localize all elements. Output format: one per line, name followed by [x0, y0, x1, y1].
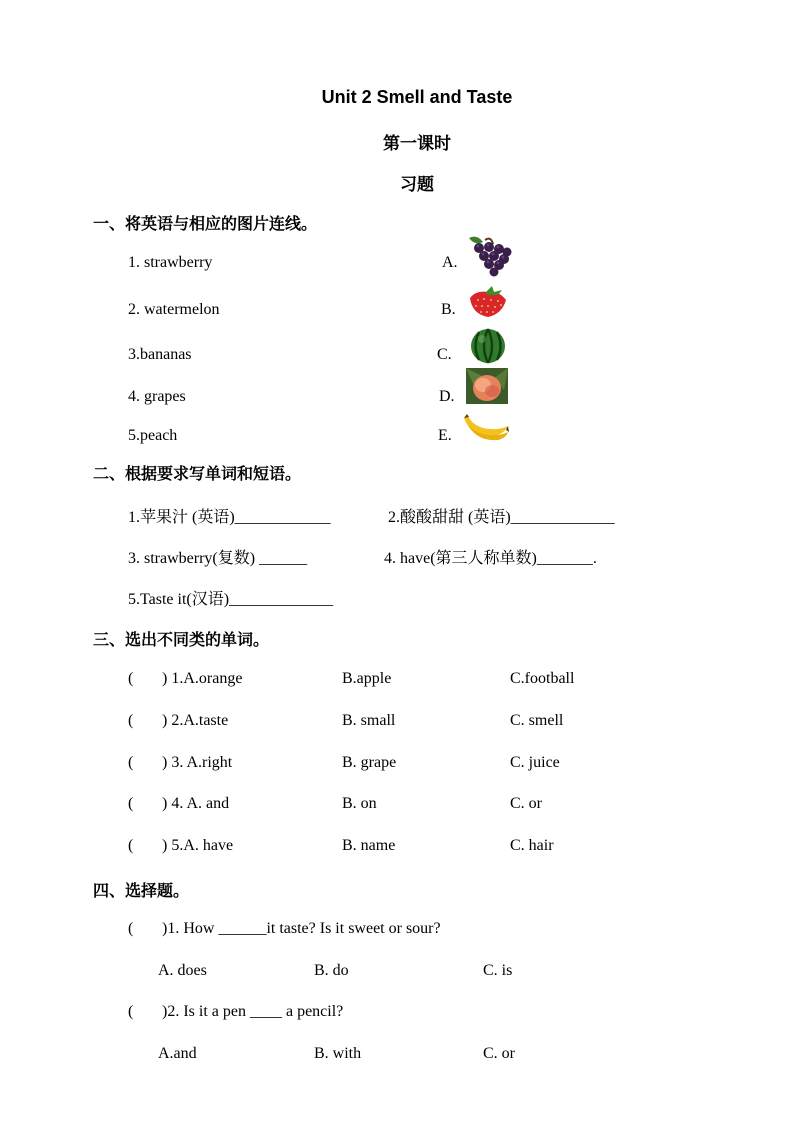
option-b: B. on	[342, 795, 377, 812]
option-b: B. grape	[342, 754, 397, 771]
match-word-1: 1. strawberry	[128, 254, 213, 271]
match-word-4: 4. grapes	[128, 388, 186, 405]
question-text: )2. Is it a pen ____ a pencil?	[162, 1003, 344, 1020]
match-word-5: 5.peach	[128, 427, 178, 444]
match-letter-d: D.	[439, 388, 455, 405]
answer-paren: (	[128, 837, 134, 854]
match-letter-e: E.	[438, 427, 452, 444]
section-2-heading: 二、根据要求写单词和短语。	[93, 464, 302, 483]
section-1-heading: 一、将英语与相应的图片连线。	[93, 214, 318, 233]
answer-paren: (	[128, 795, 134, 812]
write-item-4: 4. have(第三人称单数)_______.	[384, 550, 597, 567]
option-b: B. with	[314, 1045, 362, 1062]
option-c: C.football	[510, 670, 575, 687]
lesson-label: 第一课时	[383, 134, 451, 154]
option-b: B.apple	[342, 670, 392, 687]
write-item-2: 2.酸酸甜甜 (英语)_____________	[388, 509, 615, 526]
watermelon-icon	[470, 328, 506, 364]
match-letter-a: A.	[442, 254, 458, 271]
option-b: B. name	[342, 837, 396, 854]
match-word-3: 3.bananas	[128, 346, 192, 363]
page-title: Unit 2 Smell and Taste	[321, 87, 513, 107]
answer-paren: (	[128, 670, 134, 687]
strawberry-icon	[466, 286, 510, 318]
question-text: ) 5.A. have	[162, 837, 234, 854]
option-a: A. does	[158, 962, 207, 979]
option-c: C. or	[483, 1045, 515, 1062]
match-letter-c: C.	[437, 346, 452, 363]
answer-paren: (	[128, 712, 134, 729]
write-item-1: 1.苹果汁 (英语)____________	[128, 509, 331, 526]
question-text: )1. How ______it taste? Is it sweet or sour?	[162, 920, 441, 937]
question-text: ) 4. A. and	[162, 795, 230, 812]
section-3-heading: 三、选出不同类的单词。	[93, 630, 270, 649]
option-c: C. smell	[510, 712, 564, 729]
answer-paren: (	[128, 920, 134, 937]
option-c: C. hair	[510, 837, 554, 854]
page-subtitle: 习题	[400, 175, 434, 195]
answer-paren: (	[128, 754, 134, 771]
match-letter-b: B.	[441, 301, 456, 318]
option-b: B. do	[314, 962, 349, 979]
option-c: C. or	[510, 795, 542, 812]
answer-paren: (	[128, 1003, 134, 1020]
grapes-icon	[463, 234, 513, 278]
section-4-heading: 四、选择题。	[93, 881, 190, 900]
option-c: C. juice	[510, 754, 560, 771]
question-text: ) 2.A.taste	[162, 712, 229, 729]
peach-icon	[466, 368, 508, 404]
option-c: C. is	[483, 962, 513, 979]
option-b: B. small	[342, 712, 396, 729]
question-text: ) 3. A.right	[162, 754, 233, 771]
match-word-2: 2. watermelon	[128, 301, 220, 318]
write-item-3: 3. strawberry(复数) ______	[128, 550, 308, 567]
write-item-5: 5.Taste it(汉语)_____________	[128, 591, 334, 608]
question-text: ) 1.A.orange	[162, 670, 243, 687]
option-a: A.and	[158, 1045, 197, 1062]
banana-icon	[462, 412, 510, 444]
